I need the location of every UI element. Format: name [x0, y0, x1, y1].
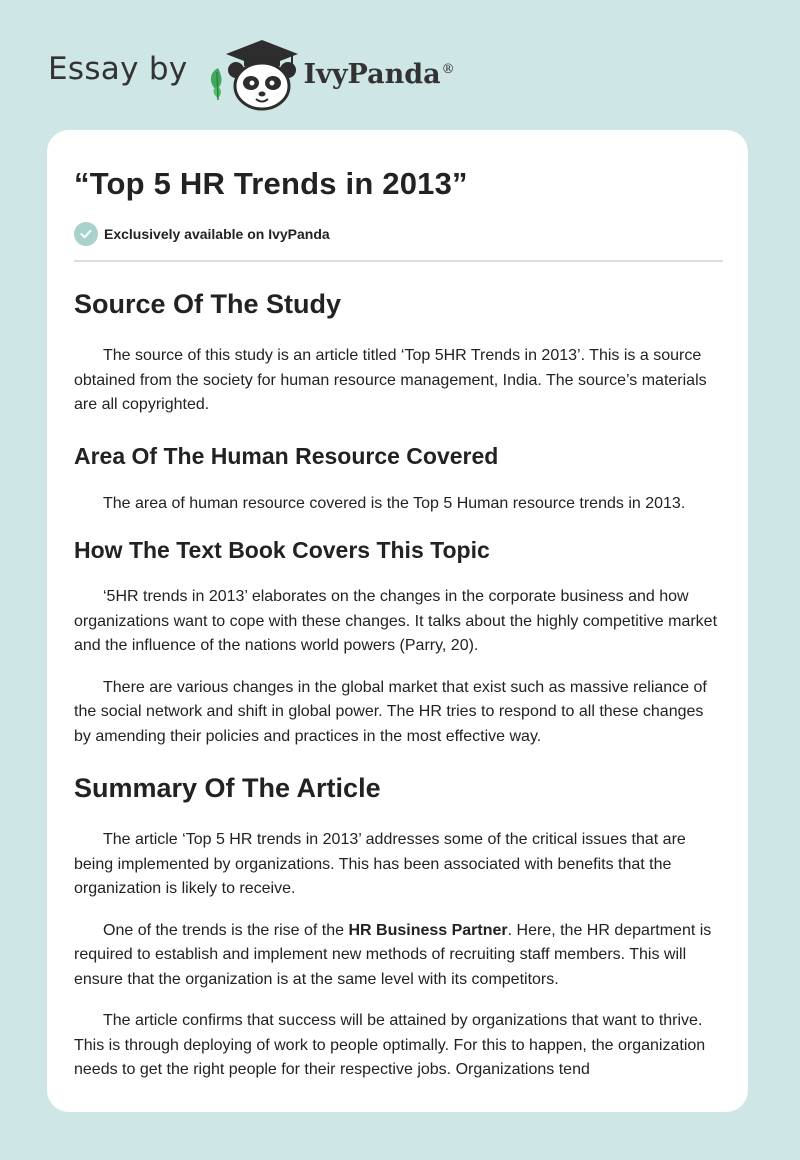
paragraph: One of the trends is the rise of the HR Business Partner. Here, the HR department is required to establish and implement new methods of recruiting staff members. This will ensure that the organization is at the same level with its competitors.: [74, 921, 712, 988]
paragraph: There are various changes in the global market that exist such as massive reliance of the social network and shift in global power. The HR tries to respond to all these changes by amending their policies and practices in the most effective way.: [74, 678, 707, 745]
check-circle-icon: [74, 222, 98, 246]
paragraph: The area of human resource covered is the Top 5 Human resource trends in 2013.: [103, 494, 686, 512]
brand-name: IvyPanda®: [303, 58, 455, 90]
essay-content: [74, 164, 723, 1083]
divider: [74, 260, 723, 262]
heading-area: Area Of The Human Resource Covered: [74, 442, 499, 469]
bold-term: HR Business Partner: [348, 921, 508, 939]
paragraph: The source of this study is an article titled ‘Top 5HR Trends in 2013’. This is a source obtained from the society for human resource management, India. The source’s materials are all copyrighted.: [74, 347, 707, 413]
panda-logo-icon: [206, 32, 300, 112]
exclusive-badge: [74, 222, 723, 246]
heading-summary: Summary Of The Article: [74, 773, 381, 803]
paragraph: The article ‘Top 5 HR trends in 2013’ addresses some of the critical issues that are being implemented by organizations. This has been associated with benefits that the organization is likely to receive.: [74, 831, 686, 897]
paragraph: ‘5HR trends in 2013’ elaborates on the changes in the corporate business and how organizations want to cope with these changes. It talks about the highly competitive market and the influence of the nations world powers (Parry, 20).: [74, 588, 718, 654]
heading-textbook: How The Text Book Covers This Topic: [74, 537, 490, 563]
badge-text: Exclusively available on IvyPanda: [104, 226, 330, 242]
paragraph: The article confirms that success will be attained by organizations that want to thrive. This is through deploying of work to people optimally. For this to happen, the organization needs to get the right people for their respective jobs. Organizations tend: [74, 1012, 706, 1078]
essay-card: [47, 130, 748, 1112]
brand-prefix: Essay by: [48, 51, 188, 87]
brand-header: [48, 32, 455, 112]
page-title: “Top 5 HR Trends in 2013”: [74, 166, 468, 201]
heading-source: Source Of The Study: [74, 289, 342, 319]
